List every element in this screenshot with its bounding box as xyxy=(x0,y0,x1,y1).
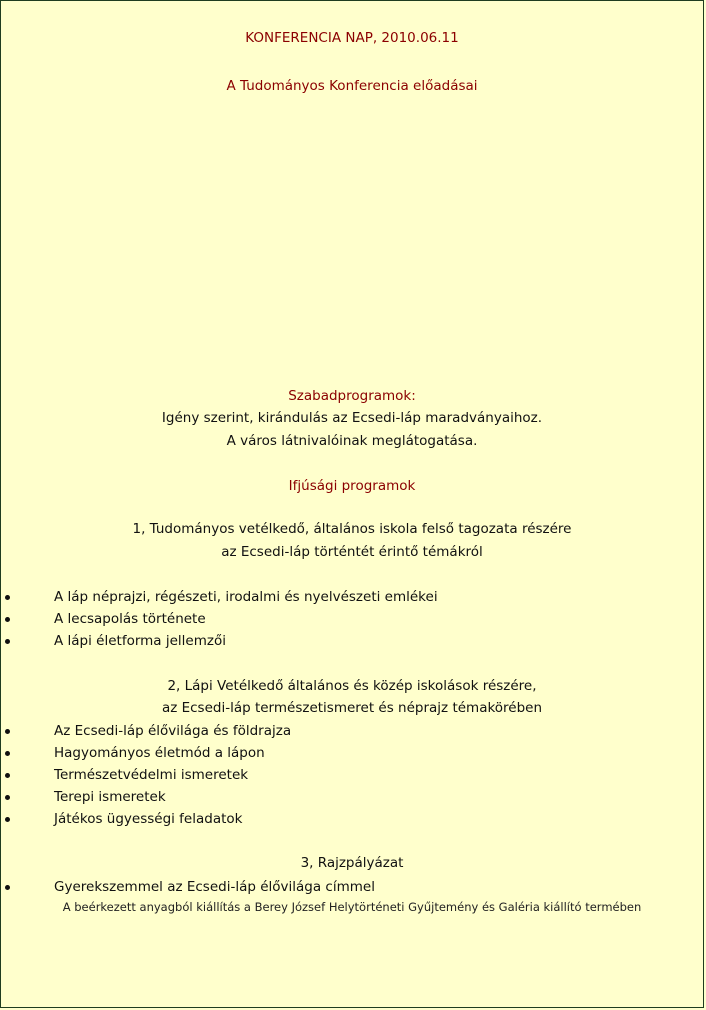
list-item: Játékos ügyességi feladatok xyxy=(1,808,703,830)
bullet-icon xyxy=(5,751,10,756)
exhibition-note: A beérkezett anyagból kiállítás a Berey József Helytörténeti Gyűjtemény és Galéria kiállító termében xyxy=(62,900,642,914)
bullet-icon xyxy=(5,729,10,734)
list-item: A láp néprajzi, régészeti, irodalmi és nyelvészeti emlékei xyxy=(1,586,703,608)
bullet-icon xyxy=(5,817,10,822)
bullet-icon xyxy=(5,595,10,600)
bullet-icon xyxy=(5,885,10,890)
list-item: Hagyományos életmód a lápon xyxy=(1,742,703,764)
section-2-list xyxy=(1,720,703,830)
list-item: Gyerekszemmel az Ecsedi-láp élővilága címmel xyxy=(1,876,703,898)
section-1-line-1: 1, Tudományos vetélkedő, általános iskola felső tagozata részére xyxy=(132,521,572,537)
section-2-line-2: az Ecsedi-láp természetismeret és néprajz témakörében xyxy=(161,700,543,716)
list-item: A lecsapolás története xyxy=(1,608,703,630)
list-item: A lápi életforma jellemzői xyxy=(1,630,703,652)
section-1-line-2: az Ecsedi-láp történtét érintő témákról xyxy=(221,544,483,560)
free-programs-heading: Szabadprogramok: xyxy=(288,388,416,404)
list-item: Terepi ismeretek xyxy=(1,786,703,808)
list-item: Természetvédelmi ismeretek xyxy=(1,764,703,786)
section-1-list xyxy=(1,586,703,652)
conference-subtitle: A Tudományos Konferencia előadásai xyxy=(226,78,478,94)
page-title: KONFERENCIA NAP, 2010.06.11 xyxy=(245,30,459,46)
bullet-icon xyxy=(5,617,10,622)
free-programs-line-1: Igény szerint, kirándulás az Ecsedi-láp maradványaihoz. xyxy=(161,410,543,426)
free-programs-line-2: A város látnivalóinak meglátogatása. xyxy=(226,433,478,449)
section-3-heading: 3, Rajzpályázat xyxy=(300,855,404,871)
section-2-line-1: 2, Lápi Vetélkedő általános és közép iskolások részére, xyxy=(167,678,537,694)
youth-programs-heading: Ifjúsági programok xyxy=(288,478,416,494)
section-3-list xyxy=(1,876,703,898)
list-item: Az Ecsedi-láp élővilága és földrajza xyxy=(1,720,703,742)
bullet-icon xyxy=(5,795,10,800)
bullet-icon xyxy=(5,639,10,644)
bullet-icon xyxy=(5,773,10,778)
